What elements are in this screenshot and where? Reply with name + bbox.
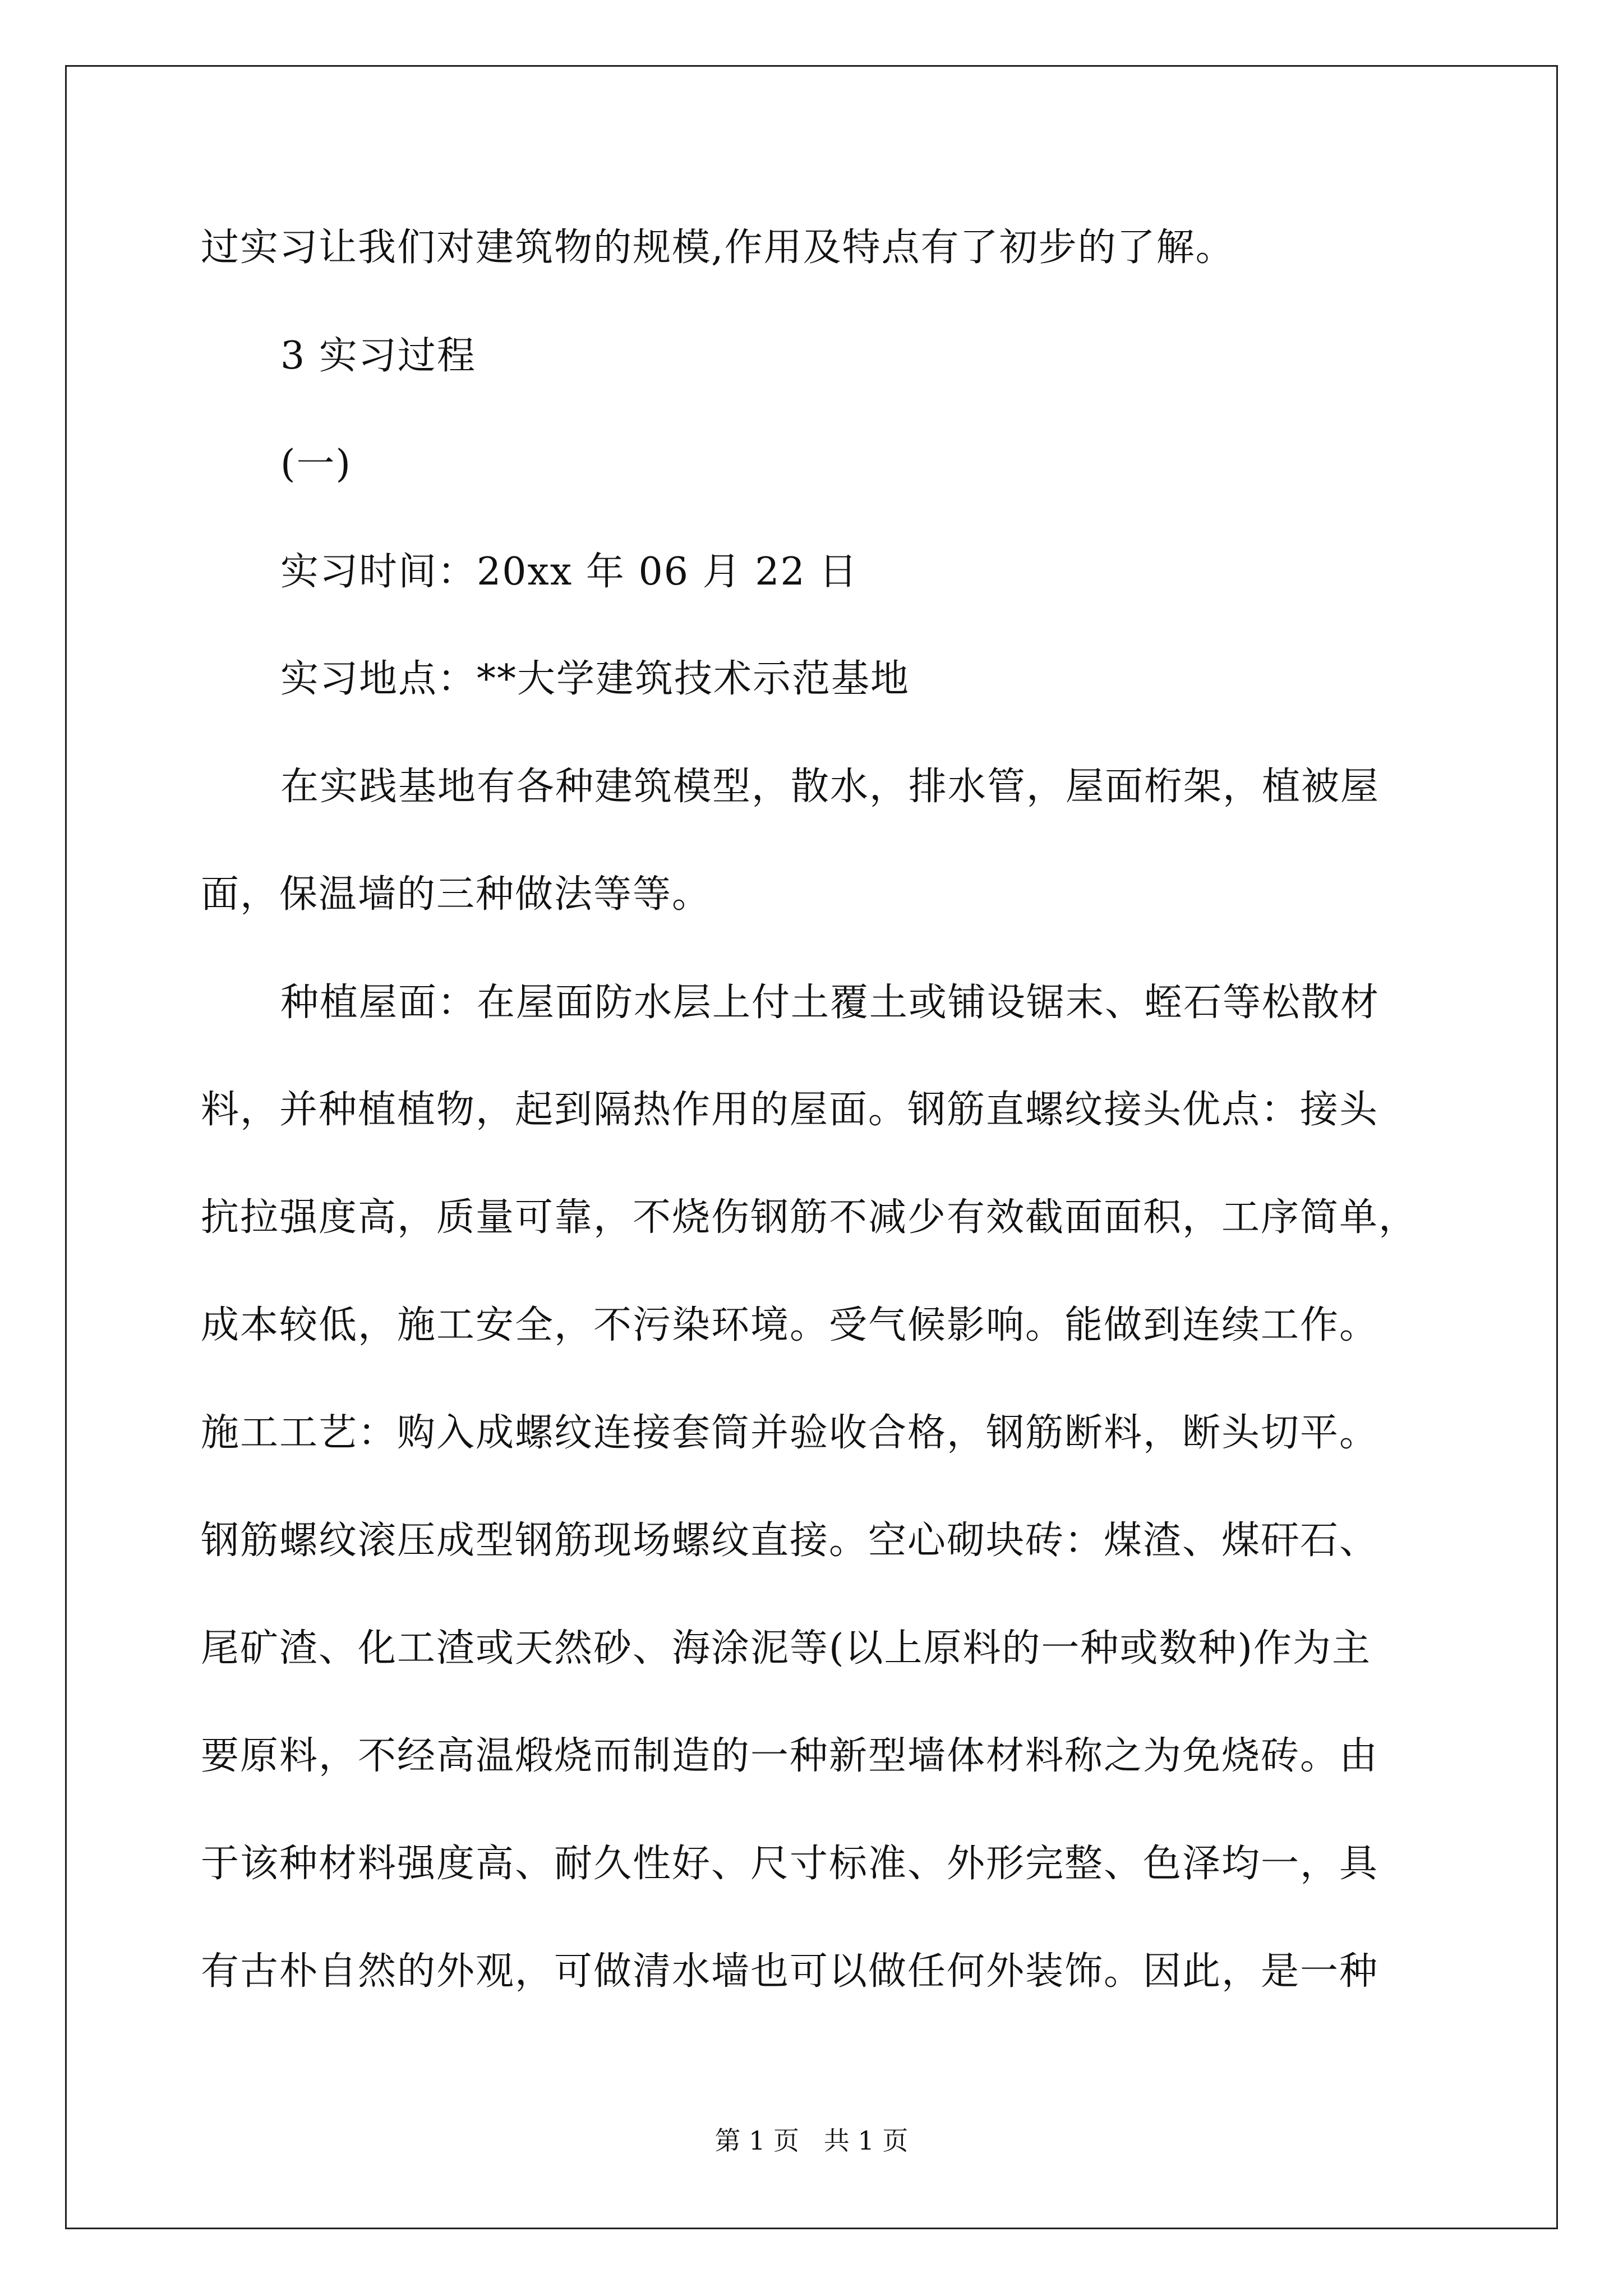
body-line-1: 过实习让我们对建筑物的规模,作用及特点有了初步的了解。 [201, 226, 1235, 270]
body-line-8: 种植屋面：在屋面防水层上付土覆土或铺设锯末、蛭石等松散材 [280, 981, 1380, 1025]
section-heading: 3 实习过程 [280, 334, 476, 378]
subsection-heading: (一) [280, 442, 352, 486]
body-line-15: 要原料，不经高温煅烧而制造的一种新型墙体材料称之为免烧砖。由 [201, 1734, 1379, 1778]
body-line-16: 于该种材料强度高、耐久性好、尺寸标准、外形完整、色泽均一，具 [201, 1842, 1379, 1886]
internship-time: 实习时间：20xx 年 06 月 22 日 [280, 550, 859, 594]
body-line-13: 钢筋螺纹滚压成型钢筋现场螺纹直接。空心砌块砖：煤渣、煤矸石、 [201, 1519, 1379, 1563]
body-line-11: 成本较低，施工安全，不污染环境。受气候影响。能做到连续工作。 [201, 1303, 1379, 1347]
page-footer: 第 1 页 共 1 页 [714, 2125, 909, 2156]
body-line-14: 尾矿渣、化工渣或天然砂、海涂泥等(以上原料的一种或数种)作为主 [201, 1626, 1372, 1671]
page-border [65, 65, 1558, 2229]
internship-location: 实习地点：**大学建筑技术示范基地 [280, 657, 910, 701]
body-line-6: 在实践基地有各种建筑模型，散水，排水管，屋面桁架，植被屋 [280, 765, 1380, 809]
body-line-12: 施工工艺：购入成螺纹连接套筒并验收合格，钢筋断料，断头切平。 [201, 1411, 1379, 1455]
body-line-7: 面，保温墙的三种做法等等。 [201, 872, 712, 917]
body-line-10: 抗拉强度高，质量可靠，不烧伤钢筋不减少有效截面面积，工序简单， [201, 1195, 1418, 1240]
body-line-17: 有古朴自然的外观，可做清水墙也可以做任何外装饰。因此，是一种 [201, 1949, 1379, 1994]
body-line-9: 料，并种植植物，起到隔热作用的屋面。钢筋直螺纹接头优点：接头 [201, 1088, 1379, 1132]
